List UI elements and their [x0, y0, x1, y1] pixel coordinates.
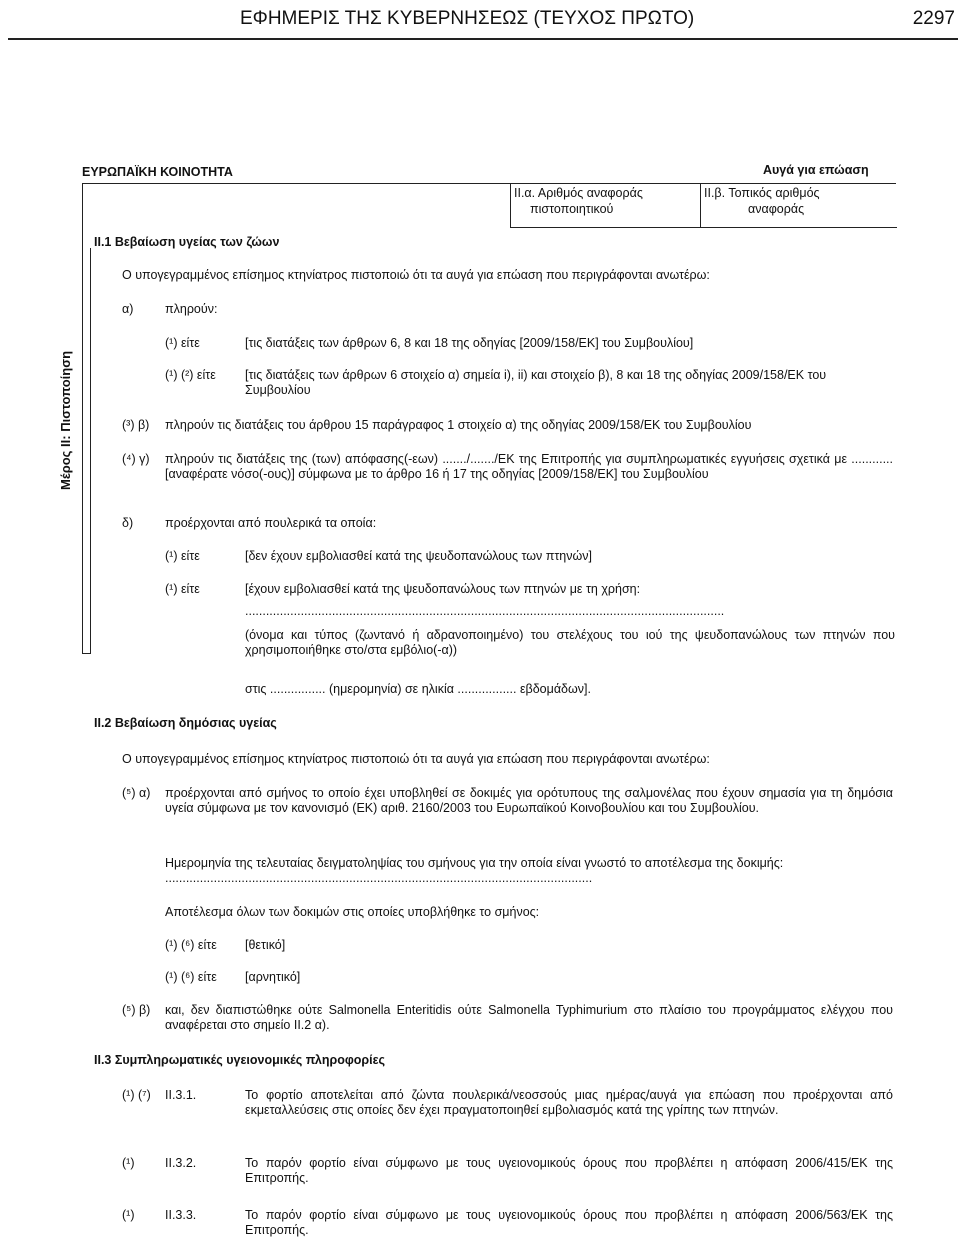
page-header — [0, 6, 960, 32]
frame-inner-left — [90, 248, 91, 653]
s3-item1-marker: (¹) (⁷) — [122, 1088, 151, 1102]
ref-b-line2: αναφοράς — [748, 202, 805, 216]
item-d2-date: στις ................ (ημερομηνία) σε ηλικία ................. εβδομάδων]. — [245, 682, 591, 696]
item-d2-vaccine: (όνομα και τύπος (ζωντανό ή αδρανοποιημένο) του στελέχους του ιού της ψευδοπανώλους των πτηνών που χρησιμοποιήθηκε στο/στα εμβόλιο(-α)) — [245, 628, 895, 657]
s2-results: Αποτέλεσμα όλων των δοκιμών στις οποίες υποβλήθηκε το σμήνος: — [165, 905, 540, 919]
item-a2-text: [τις διατάξεις των άρθρων 6 στοιχείο α) σημεία i), ii) και στοιχείο β), 8 και 18 της οδηγίας 2009/158/ΕΚ του Συμβουλίου — [245, 368, 827, 397]
s3-item1-code: II.3.1. — [165, 1088, 197, 1102]
s3-item2-marker: (¹) — [122, 1156, 135, 1170]
community-label: ΕΥΡΩΠΑΪΚΗ ΚΟΙΝΟΤΗΤΑ — [82, 165, 233, 179]
item-a1-marker: (¹) είτε — [165, 336, 200, 350]
s2-item-b-text: και, δεν διαπιστώθηκε ούτε Salmonella Enteritidis ούτε Salmonella Typhimurium στο πλαίσιο του προγράμματος ελέγχου που αναφέρεται στο σημείο II.2 α). — [165, 1003, 893, 1032]
s2-item-a-text: προέρχονται από σμήνος το οποίο έχει υποβληθεί σε δοκιμές για ορότυπους της σαλμονέλας που έχουν σημασία για τη δημόσια υγεία σύμφωνα με τον κανονισμό (ΕΚ) αριθ. 2160/2003 του Ευρωπαϊκού Κοινοβουλίου και του Συμβουλίου. — [165, 786, 893, 815]
page-number: 2297 — [912, 8, 955, 29]
item-d2-text: [έχουν εμβολιασθεί κατά της ψευδοπανώλους των πτηνών με τη χρήση: — [245, 582, 641, 596]
item-b-marker: (³) β) — [122, 418, 150, 432]
section-1-intro: Ο υπογεγραμμένος επίσημος κτηνίατρος πιστοποιώ ότι τα αυγά για επώαση που περιγράφονται ανωτέρω: — [122, 268, 710, 282]
section-2-heading: II.2 Βεβαίωση δημόσιας υγείας — [94, 716, 277, 730]
item-d1-marker: (¹) είτε — [165, 549, 200, 563]
item-d-marker: δ) — [122, 516, 134, 530]
s3-item3-code: II.3.3. — [165, 1208, 197, 1222]
s2-r1-marker: (¹) (⁶) είτε — [165, 938, 217, 952]
s2-r2-text: [αρνητικό] — [245, 970, 301, 984]
item-d-text: προέρχονται από πουλερικά τα οποία: — [165, 516, 377, 530]
gazette-title: ΕΦΗΜΕΡΙΣ ΤΗΣ ΚΥΒΕΡΝΗΣΕΩΣ (ΤΕΥΧΟΣ ΠΡΩΤΟ) — [240, 8, 695, 29]
eggs-title: Αυγά για επώαση — [763, 163, 869, 177]
header-rule — [8, 38, 958, 40]
s3-item2-text: Το παρόν φορτίο είναι σύμφωνο με τους υγειονομικούς όρους που προβλέπει η απόφαση 2006/415/ΕΚ της Επιτροπής. — [245, 1156, 893, 1185]
ref-a-line2: πιστοποιητικού — [530, 202, 614, 216]
s3-item2-code: II.3.2. — [165, 1156, 197, 1170]
s3-item3-marker: (¹) — [122, 1208, 135, 1222]
s2-item-a-marker: (⁵) α) — [122, 786, 151, 800]
s3-item1-text: Το φορτίο αποτελείται από ζώντα πουλερικά/νεοσσούς μιας ημέρας/αυγά για επώαση που προέρχονται από εκμεταλλεύσεις στις οποίες δεν έχει πραγματοποιηθεί εμβολιασμός κατά της γρίπης των πτηνών. — [245, 1088, 893, 1117]
item-a1-text: [τις διατάξεις των άρθρων 6, 8 και 18 της οδηγίας [2009/158/ΕΚ] του Συμβουλίου] — [245, 336, 694, 350]
s2-r2-marker: (¹) (⁶) είτε — [165, 970, 217, 984]
s2-r1-text: [θετικό] — [245, 938, 286, 952]
s2-item-b-marker: (⁵) β) — [122, 1003, 151, 1017]
item-a-marker: α) — [122, 302, 134, 316]
side-label: Μέρος II: Πιστοποίηση — [58, 350, 73, 490]
ref-b-line1: II.β. Τοπικός αριθμός — [704, 186, 820, 200]
item-d1-text: [δεν έχουν εμβολιασθεί κατά της ψευδοπανώλους των πτηνών] — [245, 549, 592, 563]
s2-sampling: Ημερομηνία της τελευταίας δειγματοληψίας του σμήνους για την οποία είναι γνωστό το αποτέλεσμα της δοκιμής: ........................................................................................................................... — [165, 856, 784, 885]
item-d2-dots: .......................................................................................................................................... — [245, 604, 725, 618]
item-a-text: πληρούν: — [165, 302, 218, 316]
section-1-heading: II.1 Βεβαίωση υγείας των ζώων — [94, 235, 280, 249]
section-3-heading: II.3 Συμπληρωματικές υγειονομικές πληροφορίες — [94, 1053, 386, 1067]
item-d2-marker: (¹) είτε — [165, 582, 200, 596]
frame-bottom — [82, 653, 91, 654]
item-b-text: πληρούν τις διατάξεις του άρθρου 15 παράγραφος 1 στοιχείο α) της οδηγίας 2009/158/ΕΚ του Συμβουλίου — [165, 418, 752, 432]
item-c-marker: (⁴) γ) — [122, 452, 150, 466]
section-2-intro: Ο υπογεγραμμένος επίσημος κτηνίατρος πιστοποιώ ότι τα αυγά για επώαση που περιγράφονται ανωτέρω: — [122, 752, 710, 766]
s3-item3-text: Το παρόν φορτίο είναι σύμφωνο με τους υγειονομικούς όρους που προβλέπει η απόφαση 2006/563/ΕΚ της Επιτροπής. — [245, 1208, 893, 1237]
item-a2-marker: (¹) (²) είτε — [165, 368, 216, 382]
item-c-text: πληρούν τις διατάξεις της (των) απόφασης(-εων) ......./......./ΕΚ της Επιτροπής για συμπληρωματικές εγγυήσεις σχετικά με ............ [αναφέρατε νόσο(-ους)] σύμφωνα με το άρθρο 16 ή 17 της οδηγίας [2009/158/ΕΚ] του Συμβουλίου — [165, 452, 893, 481]
ref-a-line1: II.α. Αριθμός αναφοράς — [514, 186, 643, 200]
